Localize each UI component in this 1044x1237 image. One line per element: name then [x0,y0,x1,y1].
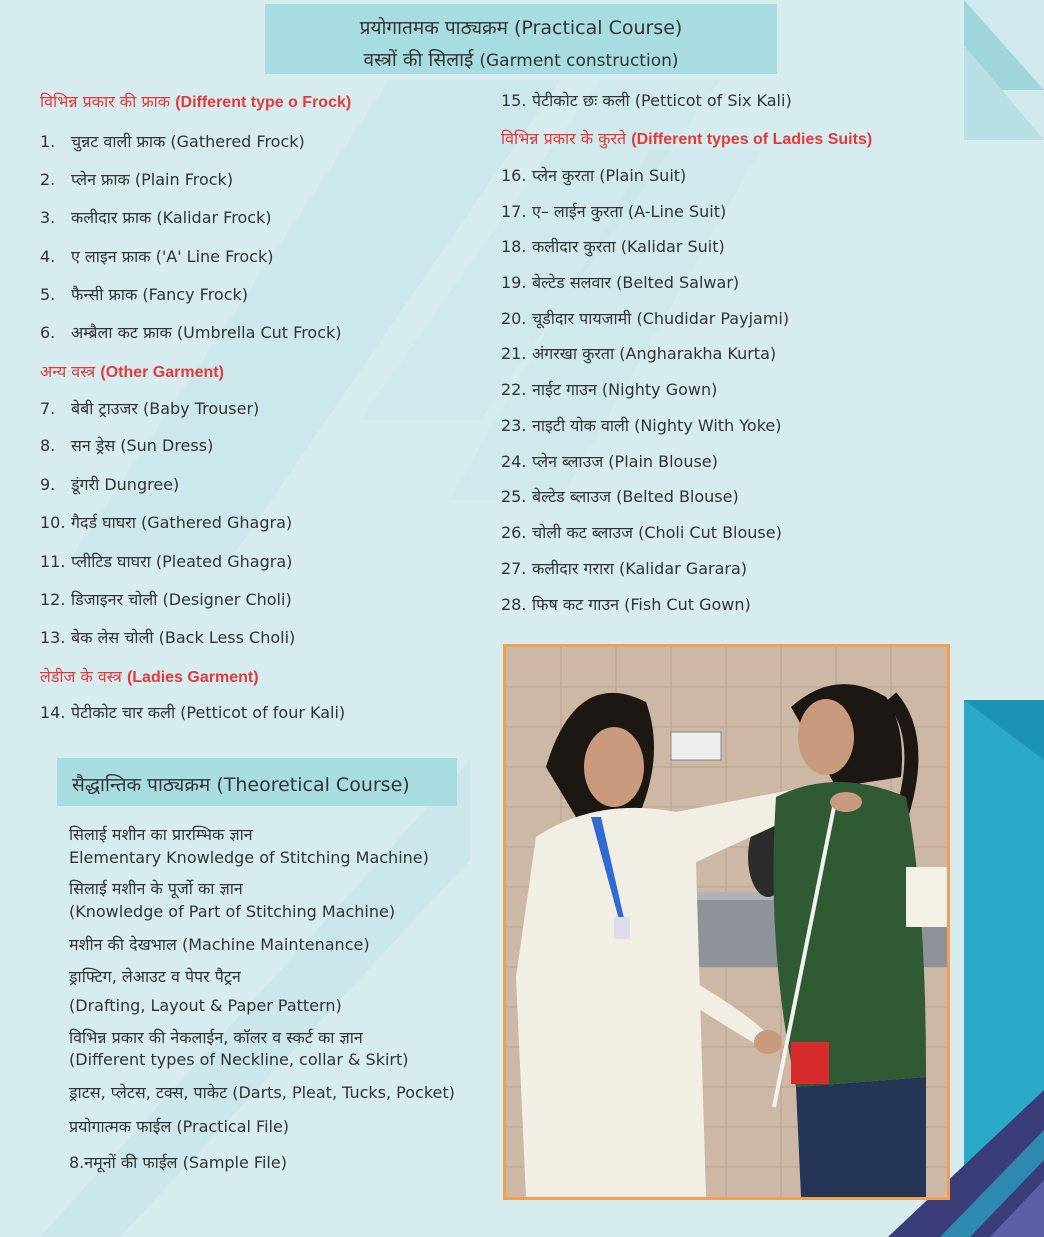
section-ladies-english: (Ladies Garment) [126,669,259,686]
item-text: चुन्नट वाली फ्राक (Gathered Frock) [71,132,305,151]
item-text: बेक लेस चोली (Back Less Choli) [71,628,296,647]
item-number: 12. [40,590,66,609]
theory-line: (Knowledge of Part of Stitching Machine) [69,902,396,921]
course-item [40,168,233,190]
section-frock-hindi: विभिन्न प्रकार की फ्राक [40,92,171,111]
theory-line: प्रयोगात्मक फाईल (Practical File) [69,1117,290,1136]
item-number: 25. [501,487,527,506]
subtitle-english: (Garment construction) [479,51,679,71]
course-item [40,245,273,267]
theory-line: ड्राटस, प्लेटस, टक्स, पाकेट (Darts, Pleat, Tucks, Pocket) [69,1083,455,1102]
course-item [40,130,305,152]
theory-line: 8.नमूनों की फाईल (Sample File) [69,1153,287,1172]
item-number: 13. [40,628,66,647]
section-suits-heading [501,127,872,149]
course-item [501,414,782,436]
section-other-hindi: अन्य वस्त्र [40,362,96,381]
item-number: 7. [40,399,56,418]
item-text: ए– लाईन कुरता (A-Line Suit) [532,202,727,221]
item-text: नाइटी योक वाली (Nighty With Yoke) [532,416,782,435]
item-number: 5. [40,285,56,304]
item-number: 20. [501,309,527,328]
section-suits-english: (Different types of Ladies Suits) [631,131,873,148]
course-item [501,164,686,186]
item-text: बेल्टेड ब्लाउज (Belted Blouse) [532,487,739,506]
item-text: अम्ब्रैला कट फ्राक (Umbrella Cut Frock) [71,323,342,342]
section-frock-english: (Different type o Frock) [175,94,352,111]
theoretical-course-title: सैद्धान्तिक पाठ्यक्रम (Theoretical Course) [72,774,410,796]
course-item [501,342,776,364]
item-number: 10. [40,513,66,532]
theory-line: सिलाई मशीन के पूर्जो का ज्ञान [69,879,243,898]
course-item [501,307,789,329]
course-item [40,473,179,495]
section-ladies-hindi: लेडीज के वस्त्र [40,667,122,686]
item-number: 6. [40,323,56,342]
course-item [40,588,292,610]
item-text: गैदर्ड घाघरा (Gathered Ghagra) [71,513,293,532]
item-text: सन ड्रेस (Sun Dress) [71,436,214,455]
item-number: 24. [501,452,527,471]
course-item [40,321,342,343]
item-number: 23. [501,416,527,435]
course-item [40,434,213,456]
item-text: पेटीकोट छः कली (Petticot of Six Kali) [532,91,792,110]
item-number: 28. [501,595,527,614]
practical-course-title: प्रयोगातमक पाठ्यक्रम (Practical Course) [359,17,683,39]
tailoring-photo [503,644,950,1200]
item-number: 9. [40,475,56,494]
item-number: 19. [501,273,527,292]
course-item [40,626,295,648]
course-item [40,397,259,419]
practical-course-header [265,4,777,74]
course-item [501,521,782,543]
theory-line: विभिन्न प्रकार की नेकलाईन, कॉलर व स्कर्ट का ज्ञान [69,1028,363,1047]
item-number: 22. [501,380,527,399]
item-text: बेल्टेड सलवार (Belted Salwar) [532,273,740,292]
item-number: 26. [501,523,527,542]
course-item [501,200,726,222]
item-number: 27. [501,559,527,578]
item-text: नाईट गाउन (Nighty Gown) [532,380,718,399]
theory-line: सिलाई मशीन का प्रारम्भिक ज्ञान [69,825,253,844]
item-number: 4. [40,247,56,266]
item-text: कलीदार फ्राक (Kalidar Frock) [71,208,272,227]
course-item [40,206,272,228]
course-item [40,283,248,305]
course-item [501,485,739,507]
item-text: चूडीदार पायजामी (Chudidar Payjami) [532,309,790,328]
course-item [40,550,292,572]
theory-line: ड्राफ्टिग, लेआउट व पेपर पैट्रन [69,967,241,986]
section-other-english: (Other Garment) [100,364,224,381]
garment-construction-subtitle [265,46,777,72]
item-number: 8. [40,436,56,455]
course-item [501,271,739,293]
section-suits-hindi: विभिन्न प्रकार के कुरते [501,129,627,148]
item-number: 2. [40,170,56,189]
item-text: चोली कट ब्लाउज (Choli Cut Blouse) [532,523,782,542]
course-item [501,378,717,400]
section-ladies-heading [40,665,259,687]
item-number: 18. [501,237,527,256]
course-item [40,701,345,723]
item-text: प्लेन कुरता (Plain Suit) [532,166,687,185]
item-text: अंगरखा कुरता (Angharakha Kurta) [532,344,777,363]
subtitle-hindi: वस्त्रों की सिलाई [363,49,474,71]
item-text: फिष कट गाउन (Fish Cut Gown) [532,595,751,614]
item-text: प्लेन ब्लाउज (Plain Blouse) [532,452,718,471]
item-text: डिजाइनर चोली (Designer Choli) [71,590,292,609]
item-number: 1. [40,132,56,151]
item-text: डूंगरी Dungree) [71,475,180,494]
section-frock-heading [40,90,351,112]
item-number: 3. [40,208,56,227]
theory-line: (Drafting, Layout & Paper Pattern) [69,996,342,1015]
item-number: 17. [501,202,527,221]
course-item [40,511,292,533]
course-item [501,593,751,615]
item-text: प्लेन फ्राक (Plain Frock) [71,170,234,189]
item-number: 14. [40,703,66,722]
course-item [501,235,725,257]
item-text: बेबी ट्राउजर (Baby Trouser) [71,399,260,418]
item-number: 11. [40,552,66,571]
course-item [501,450,718,472]
item-number: 16. [501,166,527,185]
theory-line: Elementary Knowledge of Stitching Machine) [69,848,429,867]
item-number: 21. [501,344,527,363]
section-other-heading [40,360,224,382]
item-text: पेटीकोट चार कली (Petticot of four Kali) [71,703,346,722]
course-item [501,557,747,579]
item-text: कलीदार कुरता (Kalidar Suit) [532,237,725,256]
measuring-scene-illustration [506,647,947,1197]
item-text: प्लीटिड घाघरा (Pleated Ghagra) [71,552,293,571]
course-item [501,89,792,111]
item-number: 15. [501,91,527,110]
item-text: फैन्सी फ्राक (Fancy Frock) [71,285,249,304]
item-text: ए लाइन फ्राक ('A' Line Frock) [71,247,274,266]
theory-line: मशीन की देखभाल (Machine Maintenance) [69,935,370,954]
item-text: कलीदार गरारा (Kalidar Garara) [532,559,748,578]
theory-line: (Different types of Neckline, collar & Skirt) [69,1050,409,1069]
